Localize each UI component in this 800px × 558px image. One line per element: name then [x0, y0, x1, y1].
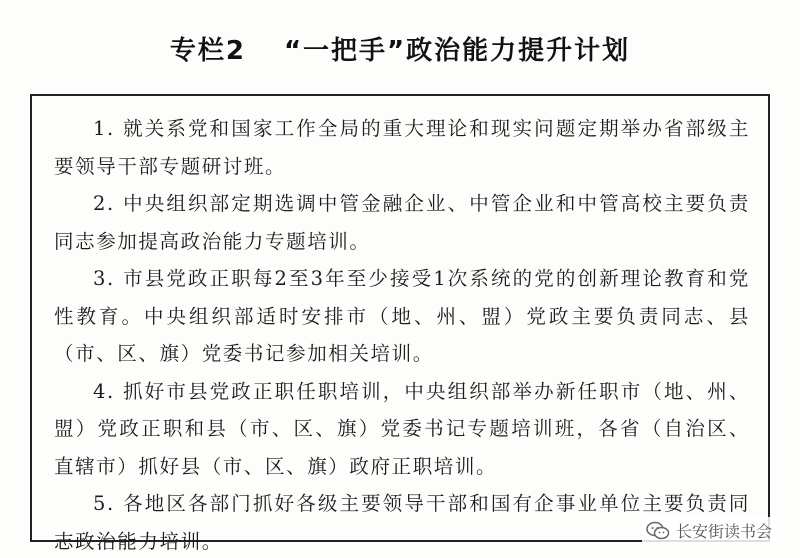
watermark	[642, 517, 776, 544]
paragraph-1: 1. 就关系党和国家工作全局的重大理论和现实问题定期举办省部级主要领导干部专题研讨班。	[54, 117, 750, 178]
column-label: 专栏2	[169, 36, 246, 66]
paragraph-4: 4. 抓好市县党政正职任职培训，中央组织部举办新任职市（地、州、盟）党政正职和县（市、区、旗）党委书记专题培训班，各省（自治区、直辖市）抓好县（市、区、旗）政府正职培训。	[54, 379, 750, 478]
column-heading: “一把手”政治能力提升计划	[283, 36, 631, 66]
paragraph-5: 5. 各地区各部门抓好各级主要领导干部和国有企事业单位主要负责同志政治能力培训。	[54, 492, 750, 553]
content-box	[30, 94, 770, 553]
paragraph-2: 2. 中央组织部定期选调中管金融企业、中管企业和中管高校主要负责同志参加提高政治能力专题培训。	[54, 192, 750, 253]
watermark-text: 长安街读书会	[675, 522, 772, 541]
paragraph-3: 3. 市县党政正职每2至3年至少接受1次系统的党的创新理论教育和党性教育。中央组织部适时安排市（地、州、盟）党政主要负责同志、县（市、区、旗）党委书记参加相关培训。	[54, 267, 750, 365]
wechat-icon	[646, 521, 670, 541]
column-title	[0, 30, 800, 67]
